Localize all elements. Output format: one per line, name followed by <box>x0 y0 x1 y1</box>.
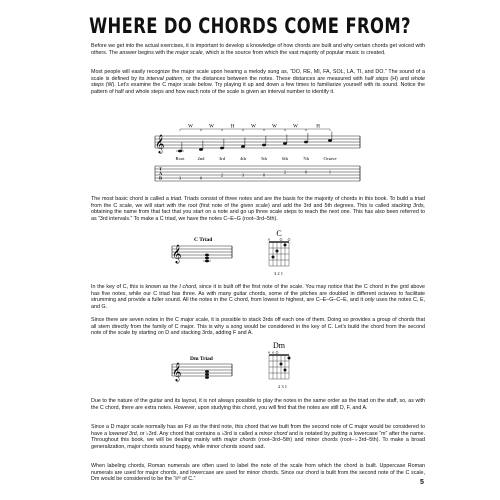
step-label: W <box>293 124 298 130</box>
finger-dot <box>272 256 275 259</box>
tab-fret-number: 2 <box>283 169 287 175</box>
tab-letter: A <box>159 171 163 176</box>
finger-dot <box>280 363 283 366</box>
dm-triad-figure <box>170 338 320 390</box>
chord-fingering: 2 3 1 <box>278 384 287 389</box>
chord-name: Dm <box>273 341 285 350</box>
tab-letter: B <box>159 175 163 181</box>
finger-dot <box>284 369 287 372</box>
scale-note <box>199 148 203 151</box>
muted-string-icon <box>268 352 270 354</box>
step-markers <box>180 125 330 132</box>
music-staff <box>155 135 360 154</box>
tab-fret-number: 3 <box>178 175 182 181</box>
paragraph-guitar-layout: Due to the nature of the guitar and its layout, it is not always possible to play the notes in the same order as the triad on the staff, so, as with the C chord, there are extra notes. However, upon studying this chord, you will find that the notes are still D, F, and A. <box>91 398 425 411</box>
paragraph-minor: Since a D major scale normally has an F♯ as the third note, this chord that we built from the second note of C major would be considered to have a lowered 3rd, or ♭3rd. Any chord that contains a ♭3rd is called a minor chord and is notated by putting a lowercase “m” after the name. Throughout this book, we will be dealing mainly with major chords (root–3rd–5th) and minor chords (root–♭3rd–5th). To make a broad generalization, major chords sound happy, while minor chords sound sad. <box>91 424 426 451</box>
step-label: W <box>209 124 214 130</box>
finger-dot <box>276 250 279 253</box>
interval-label: 3rd <box>218 156 226 161</box>
page-title: WHERE DO CHORDS COME FROM? <box>89 14 411 38</box>
tab-fret-number: 1 <box>328 169 332 175</box>
muted-string-icon <box>268 239 270 241</box>
paragraph-i-chord: In the key of C, this is known as the I chord, since it is built off the first note of the scale. You may notice that the C chord in the grid above has five notes, while our C triad has three. As with many guitar chords, some of the pitches are doubled in different octaves to facilitate strumming and provide a fuller sound. All the notes in the C chord, from lowest to highest, are C–E–G–C–E, and it only uses the notes C, E, and G. <box>91 284 426 311</box>
chord-diagram <box>268 351 291 379</box>
paragraph-major-scale: Most people will easily recognize the major scale upon hearing a melody sung as, “DO, RE, MI, FA, SOL, LA, TI, and DO.” The sound of a scale is defined by its interval pattern, or the distances between the notes. These distances are measured with half steps (H) and whole steps (W). Let’s examine the C major scale below. Try playing it up and down a few times to familiarize yourself with its sound. Notice the pattern of half and whole steps and how each note of the scale is given an interval number to identify it. <box>91 69 425 96</box>
music-staff <box>172 363 232 382</box>
chord-note <box>205 254 209 257</box>
chord-note <box>205 370 209 373</box>
treble-clef-icon: 𝄞 <box>172 364 182 381</box>
music-staff <box>172 245 232 264</box>
interval-label: 7th <box>303 156 309 161</box>
paragraph-intro: Before we get into the actual exercises, it is important to develop a knowledge of how chords are built and why certain chords get voiced with others. The answer begins with the major scale, which is the source from which the vast majority of popular music is created. <box>91 43 425 56</box>
chord-note <box>205 257 209 260</box>
c-major-scale-figure <box>150 122 370 186</box>
chord-fingering: 3 2 1 <box>274 271 283 276</box>
scale-note <box>220 147 224 150</box>
step-label: W <box>272 124 277 130</box>
step-label: H <box>230 124 235 130</box>
paragraph-roman-numerals: When labeling chords, Roman numerals are often used to label the note of the scale from which the chord is built. Uppercase Roman numerals are used for major chords, and lowercase are used for minor chords. Since our chord is built from the second note of the C scale, Dm would be considered to be the “iiᵐ of C.” <box>91 463 425 483</box>
treble-clef-icon: 𝄞 <box>155 136 165 153</box>
chord-note <box>205 373 209 376</box>
interval-label: 5th <box>261 156 267 161</box>
step-label: W <box>188 124 193 130</box>
open-string-icon <box>288 238 290 240</box>
staff-label: Dm Triad <box>190 356 213 362</box>
staff-label: C Triad <box>194 237 213 243</box>
tab-letter: T <box>159 166 163 172</box>
scale-note <box>283 142 287 145</box>
tab-fret-number: 0 <box>262 172 266 178</box>
interval-labels <box>176 156 337 161</box>
interval-label: Octave <box>323 156 337 161</box>
scale-note <box>328 139 332 142</box>
finger-dot <box>288 357 291 360</box>
interval-label: Root <box>175 156 185 161</box>
open-string-icon <box>280 238 282 240</box>
chord-diagram <box>268 238 290 266</box>
tab-fret-number: 0 <box>304 169 308 175</box>
tab-fret-number: 2 <box>220 172 224 178</box>
chord-note <box>205 376 209 379</box>
scale-note <box>262 144 266 147</box>
chord-name: C <box>276 229 282 238</box>
interval-label: 4th <box>240 156 246 161</box>
step-label: H <box>316 124 320 130</box>
finger-dot <box>284 244 287 247</box>
tab-fret-number: 3 <box>241 172 245 178</box>
step-label: W <box>251 124 256 130</box>
scale-note <box>304 141 308 144</box>
paragraph-triad: The most basic chord is called a triad. Triads consist of three notes and are the basis for the majority of chords in this book. To build a triad from the C scale, we will start with the root (first note of the given scale) and add the 3rd and 5th degrees. This is called stacking 3rds, obtaining the name from that fact that you start on a note and go up three scale steps to reach the next one. This has also been referred to as “3rd intervals.” To make a C triad, we have the notes C–E–G (root–3rd–5th). <box>91 196 425 223</box>
paragraph-stacking: Since there are seven notes in the C major scale, it is possible to stack 3rds off each one of them. Doing so provides a group of chords that all stem directly from the family of C major. This is why a song would be considered in the key of C. Let’s build the chord from the second note of the scale by starting on D and stacking 3rds, adding F and A. <box>91 317 425 337</box>
c-triad-figure <box>170 228 320 278</box>
page-number: 5 <box>420 479 424 486</box>
treble-clef-icon: 𝄞 <box>172 246 182 263</box>
chord-note <box>205 260 209 263</box>
interval-label: 2nd <box>197 156 205 161</box>
scale-note <box>178 150 182 153</box>
tab-fret-number: 0 <box>199 175 203 181</box>
interval-label: 6th <box>282 156 288 161</box>
muted-string-icon <box>272 352 274 354</box>
open-string-icon <box>276 351 278 353</box>
scale-note <box>241 145 245 148</box>
